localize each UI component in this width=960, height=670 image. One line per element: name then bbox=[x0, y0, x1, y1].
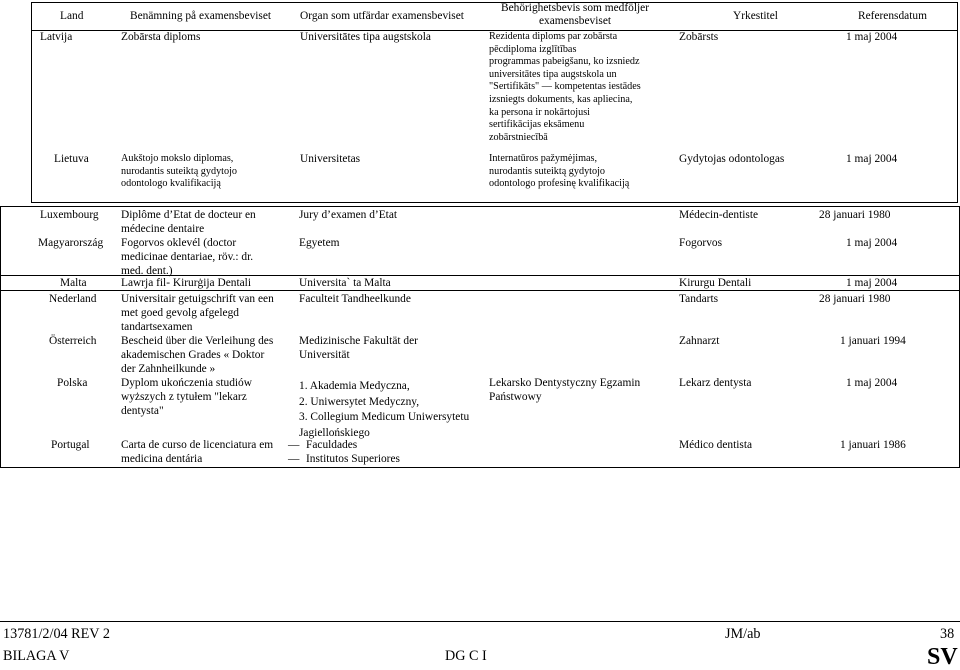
behorighet-line: odontologo profesinę kvalifikaciją bbox=[489, 178, 630, 190]
benamning-line: Bescheid über die Verleihung des bbox=[121, 335, 274, 347]
benamning-line: met goed gevolg afgelegd bbox=[121, 307, 239, 319]
row-datum: 28 januari 1980 bbox=[819, 209, 891, 221]
benamning-line: Carta de curso de licenciatura em bbox=[121, 439, 274, 451]
row-organ: Egyetem bbox=[299, 237, 340, 249]
organ-line: Universität bbox=[299, 349, 350, 361]
behorighet-line: sertifikācijas eksāmenu bbox=[489, 119, 585, 131]
row-benamning: Lawrja fil- Kirurġija Dentali bbox=[121, 277, 251, 289]
row-yrkestitel: Tandarts bbox=[679, 293, 719, 305]
row-behorighet bbox=[489, 153, 629, 191]
row-datum: 1 maj 2004 bbox=[846, 377, 898, 389]
behorighet-line: programmas pabeigšanu, ko izsniedz bbox=[489, 56, 640, 68]
row-land: Lietuva bbox=[54, 153, 89, 165]
row-yrkestitel: Médico dentista bbox=[679, 439, 753, 451]
row-benamning bbox=[121, 236, 253, 278]
benamning-line: Aukštojo mokslo diplomas, bbox=[121, 153, 234, 164]
benamning-line: wyższych z tytułem "lekarz bbox=[121, 391, 247, 403]
row-datum: 1 maj 2004 bbox=[846, 31, 898, 43]
initials: JM/ab bbox=[725, 626, 761, 642]
row-yrkestitel: Lekarz dentysta bbox=[679, 377, 752, 389]
doc-reference: 13781/2/04 REV 2 bbox=[3, 626, 110, 642]
behorighet-line: nurodantis suteiktą gydytojo bbox=[489, 165, 606, 177]
row-yrkestitel: Gydytojas odontologas bbox=[679, 153, 785, 165]
row-land: Polska bbox=[57, 377, 88, 389]
benamning-line: Dyplom ukończenia studiów bbox=[121, 377, 252, 389]
behorighet-line: Państwowy bbox=[489, 391, 542, 403]
row-benamning: Zobārsta diploms bbox=[121, 31, 201, 43]
behorighet-line: izsniegts dokuments, kas apliecina, bbox=[489, 93, 633, 105]
benamning-line: med. dent.) bbox=[121, 265, 173, 277]
row-land: Österreich bbox=[49, 335, 97, 347]
row-benamning bbox=[121, 438, 273, 466]
behorighet-line: Lekarsko Dentystyczny Egzamin bbox=[489, 377, 641, 389]
row-land: Magyarország bbox=[38, 237, 104, 249]
benamning-line: Universitair getuigschrift van een bbox=[121, 293, 274, 305]
annex-label: BILAGA V bbox=[3, 648, 70, 664]
benamning-line: medicinae dentariae, röv.: dr. bbox=[121, 251, 254, 263]
benamning-line: Fogorvos oklevél (doctor bbox=[121, 237, 237, 249]
row-yrkestitel: Zobārsts bbox=[679, 31, 719, 43]
row-datum: 1 januari 1986 bbox=[840, 439, 906, 451]
row-organ: Universita` ta Malta bbox=[299, 277, 391, 289]
header-land: Land bbox=[60, 10, 84, 22]
row-behorighet bbox=[489, 376, 640, 404]
organ-line: 2. Uniwersytet Medyczny, bbox=[299, 395, 420, 408]
row-land: Nederland bbox=[49, 293, 97, 305]
row-datum: 1 maj 2004 bbox=[846, 277, 898, 289]
row-land: Malta bbox=[60, 277, 87, 289]
row-datum: 1 maj 2004 bbox=[846, 237, 898, 249]
behorighet-line: ka persona ir nokārtojusi bbox=[489, 106, 590, 118]
benamning-line: dentysta" bbox=[121, 405, 164, 417]
benamning-line: médecine dentaire bbox=[121, 223, 205, 235]
behorighet-line: pēcdiploma izglītības bbox=[489, 43, 577, 55]
row-datum: 1 maj 2004 bbox=[846, 153, 898, 165]
row-benamning bbox=[121, 153, 237, 191]
benamning-line: der Zahnheilkunde » bbox=[121, 363, 216, 375]
behorighet-line: "Sertifikāts" — kompetentas iestādes bbox=[489, 81, 641, 93]
organ-list-item: — Faculdades bbox=[288, 438, 400, 452]
organ-line: 3. Collegium Medicum Uniwersytetu bbox=[299, 411, 470, 423]
page-number: 38 bbox=[940, 626, 955, 642]
row-benamning bbox=[121, 376, 252, 418]
benamning-line: medicina dentária bbox=[121, 453, 203, 465]
benamning-line: nurodantis suteiktą gydytojo bbox=[121, 165, 238, 177]
row-organ: Faculteit Tandheelkunde bbox=[299, 293, 411, 305]
organ-line: 1. Akademia Medyczna, bbox=[299, 380, 410, 392]
row-datum: 28 januari 1980 bbox=[819, 293, 891, 305]
behorighet-line: Rezidenta diploms par zobārsta bbox=[489, 31, 618, 42]
row-land: Portugal bbox=[51, 439, 90, 451]
behorighet-line: Internatūros pažymėjimas, bbox=[489, 153, 598, 164]
row-organ: Jury d’examen d’Etat bbox=[299, 209, 398, 221]
behorighet-line: zobārstniecībā bbox=[489, 131, 548, 143]
row-yrkestitel: Fogorvos bbox=[679, 237, 723, 249]
row-organ bbox=[299, 379, 469, 441]
benamning-line: odontologo kvalifikaciją bbox=[121, 178, 221, 190]
row-organ: Universitātes tipa augstskola bbox=[300, 31, 431, 43]
row-organ bbox=[288, 438, 400, 466]
organ-list-item: — Institutos Superiores bbox=[288, 452, 400, 466]
row-land: Latvija bbox=[40, 31, 73, 43]
header-organ: Organ som utfärdar examensbeviset bbox=[300, 10, 464, 22]
benamning-line: Diplôme d’Etat de docteur en bbox=[121, 209, 256, 221]
row-organ bbox=[299, 334, 418, 362]
organ-line: Jagiellońskiego bbox=[299, 426, 370, 439]
row-datum: 1 januari 1994 bbox=[840, 335, 906, 347]
row-land: Luxembourg bbox=[40, 209, 99, 221]
language-code: SV bbox=[927, 644, 958, 670]
row-yrkestitel: Médecin-dentiste bbox=[679, 209, 759, 221]
header-behorighet-line-2: examensbeviset bbox=[538, 15, 612, 27]
behorighet-line: universitātes tipa augstskola un bbox=[489, 68, 617, 80]
header-behorighet bbox=[490, 2, 660, 28]
row-divider bbox=[1, 290, 959, 291]
directorate: DG C I bbox=[445, 648, 487, 664]
row-yrkestitel: Kirurgu Dentali bbox=[679, 277, 752, 289]
header-behorighet-line-1: Behörighetsbevis som medföljer bbox=[500, 2, 650, 14]
benamning-line: akademischen Grades « Doktor bbox=[121, 349, 265, 361]
header-benamning: Benämning på examensbeviset bbox=[130, 10, 272, 22]
row-yrkestitel: Zahnarzt bbox=[679, 335, 720, 347]
header-yrkestitel: Yrkestitel bbox=[733, 10, 778, 22]
row-benamning bbox=[121, 334, 273, 376]
organ-line: Medizinische Fakultät der bbox=[299, 335, 418, 347]
row-organ: Universitetas bbox=[300, 153, 361, 165]
row-behorighet bbox=[489, 31, 641, 144]
benamning-line: tandartsexamen bbox=[121, 321, 193, 333]
header-referensdatum: Referensdatum bbox=[858, 10, 927, 22]
row-benamning bbox=[121, 208, 256, 236]
row-benamning bbox=[121, 292, 274, 334]
footer-divider bbox=[0, 621, 960, 622]
